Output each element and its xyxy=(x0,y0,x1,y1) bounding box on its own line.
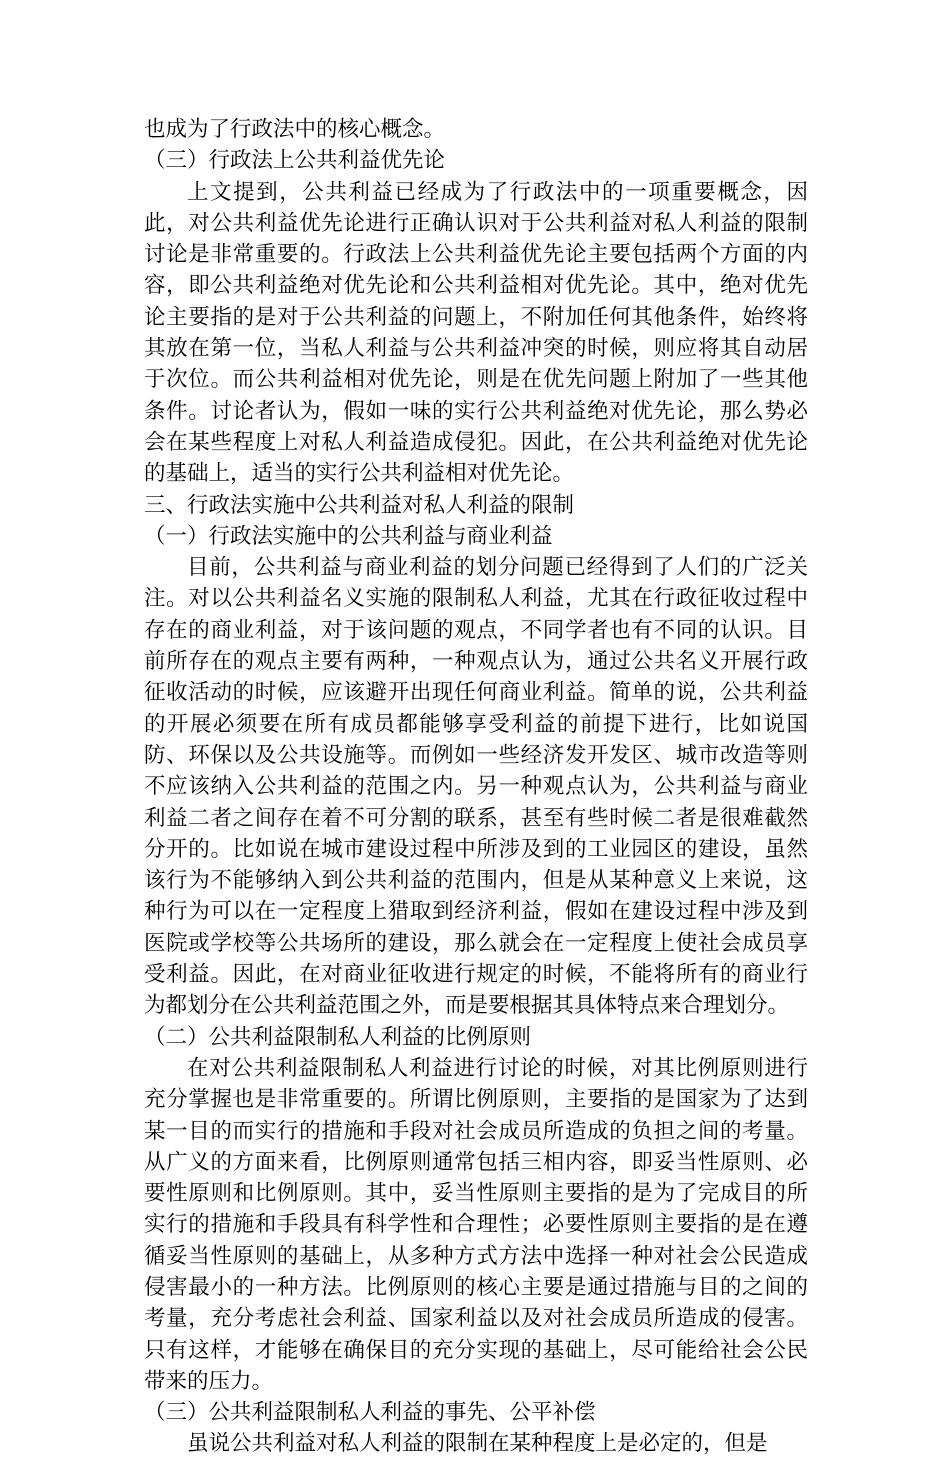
paragraph: 上文提到，公共利益已经成为了行政法中的一项重要概念，因此，对公共利益优先论进行正确认识对于公共利益对私人利益的限制讨论是非常重要的。行政法上公共利益优先论主要包括两个方面的内容，即公共利益绝对优先论和公共利益相对优先论。其中，绝对优先论主要指的是对于公共利益的问题上，不附加任何其他条件，始终将其放在第一位，当私人利益与公共利益冲突的时候，则应将其自动居于次位。而公共利益相对优先论，则是在优先问题上附加了一些其他条件。讨论者认为，假如一味的实行公共利益绝对优先论，那么势必会在某些程度上对私人利益造成侵犯。因此，在公共利益绝对优先论的基础上，适当的实行公共利益相对优先论。 xyxy=(144,179,808,487)
section-heading: 三、行政法实施中公共利益对私人利益的限制 xyxy=(144,492,575,518)
paragraph: 虽说公共利益对私人利益的限制在某种程度上是必定的，但是 xyxy=(187,1431,768,1457)
paragraph: 在对公共利益限制私人利益进行讨论的时候，对其比例原则进行充分掌握也是非常重要的。所谓比例原则，主要指的是国家为了达到某一目的而实行的措施和手段对社会成员所造成的负担之间的考量。从广义的方面来看，比例原则通常包括三相内容，即妥当性原则、必要性原则和比例原则。其中，妥当性原则主要指的是为了完成目的所实行的措施和手段具有科学性和合理性；必要性原则主要指的是在遵循妥当性原则的基础上，从多种方式方法中选择一种对社会公民造成侵害最小的一种方法。比例原则的核心主要是通过措施与目的之间的考量，充分考虑社会利益、国家利益以及对社会成员所造成的侵害。只有这样，才能够在确保目的充分实现的基础上，尽可能给社会公民带来的压力。 xyxy=(144,1055,808,1394)
paragraph: 目前，公共利益与商业利益的划分问题已经得到了人们的广泛关注。对以公共利益名义实施的限制私人利益，尤其在行政征收过程中存在的商业利益，对于该问题的观点，不同学者也有不同的认识。目前所存在的观点主要有两种，一种观点认为，通过公共名义开展行政征收活动的时候，应该避开出现任何商业利益。简单的说，公共利益的开展必须要在所有成员都能够享受利益的前提下进行，比如说国防、环保以及公共设施等。而例如一些经济发开发区、城市改造等则不应该纳入公共利益的范围之内。另一种观点认为，公共利益与商业利益二者之间存在着不可分割的联系，甚至有些时候二者是很难截然分开的。比如说在城市建设过程中所涉及到的工业园区的建设，虽然该行为不能够纳入到公共利益的范围内，但是从某种意义上来说，这种行为可以在一定程度上猎取到经济利益，假如在建设过程中涉及到医院或学校等公共场所的建设，那么就会在一定程度上使社会成员享受利益。因此，在对商业征收进行规定的时候，不能将所有的商业行为都划分在公共利益范围之外，而是要根据其具体特点来合理划分。 xyxy=(144,555,808,1019)
paragraph-continued: 也成为了行政法中的核心概念。 xyxy=(144,117,446,142)
subheading: （二）公共利益限制私人利益的比例原则 xyxy=(144,1024,532,1050)
subheading: （三）行政法上公共利益优先论 xyxy=(144,148,446,174)
document-page xyxy=(144,114,808,1460)
subheading: （一）行政法实施中的公共利益与商业利益 xyxy=(144,523,553,549)
subheading: （三）公共利益限制私人利益的事先、公平补偿 xyxy=(144,1400,596,1426)
